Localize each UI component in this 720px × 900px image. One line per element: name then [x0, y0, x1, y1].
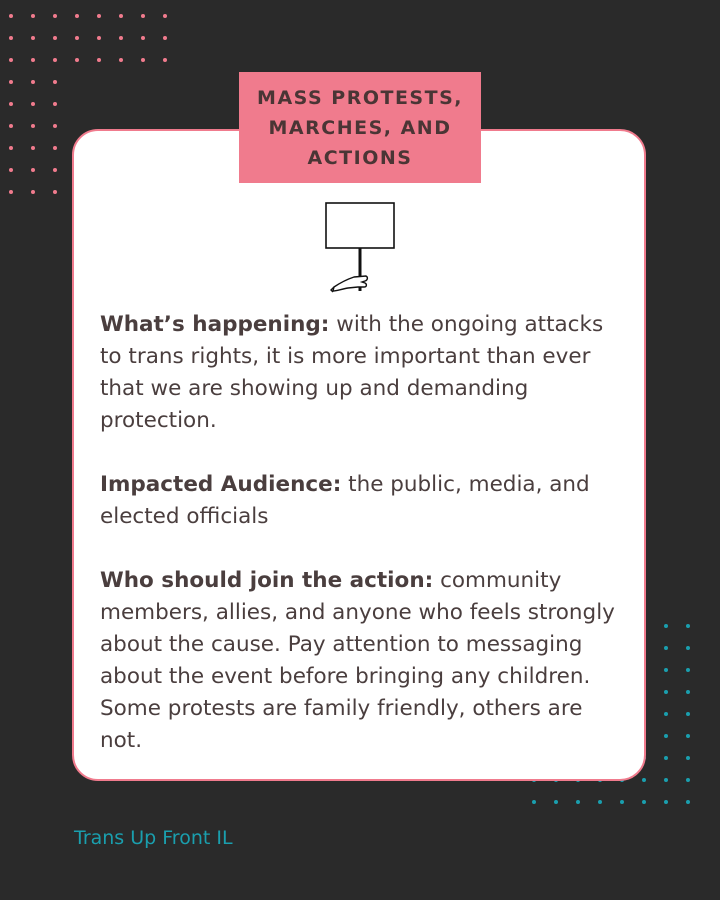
section-heading: Who should join the action:	[100, 568, 434, 593]
dot	[31, 190, 35, 194]
dot	[664, 712, 668, 716]
footer-brand: Trans Up Front IL	[74, 827, 233, 849]
dot	[664, 778, 668, 782]
section-whats-happening	[100, 309, 630, 437]
dot	[686, 756, 690, 760]
section-text: community members, allies, and anyone who feels strongly about the cause. Pay attention to messaging about the event before bringing any children. Some protests are family friendly, others are not.	[100, 568, 615, 753]
dot	[9, 168, 13, 172]
dot	[119, 58, 123, 62]
dot	[9, 58, 13, 62]
dot	[119, 14, 123, 18]
dot	[554, 800, 558, 804]
dot	[664, 800, 668, 804]
page-title: MASS PROTESTS, MARCHES, AND ACTIONS	[257, 86, 463, 169]
dot	[664, 690, 668, 694]
dot	[664, 646, 668, 650]
dot	[163, 58, 167, 62]
dot	[9, 146, 13, 150]
dot	[9, 36, 13, 40]
section-heading: What’s happening:	[100, 312, 330, 337]
dot	[53, 124, 57, 128]
dot	[31, 80, 35, 84]
dot	[75, 36, 79, 40]
dot	[686, 624, 690, 628]
dot	[53, 80, 57, 84]
dot	[9, 124, 13, 128]
dot	[576, 800, 580, 804]
dot	[9, 14, 13, 18]
dot	[31, 36, 35, 40]
dot	[141, 14, 145, 18]
dot	[141, 36, 145, 40]
dot	[664, 624, 668, 628]
dot	[31, 102, 35, 106]
section-impacted-audience	[100, 469, 630, 533]
dot	[9, 102, 13, 106]
dot	[664, 756, 668, 760]
dot	[664, 668, 668, 672]
dot	[53, 58, 57, 62]
dot	[642, 800, 646, 804]
dot	[31, 124, 35, 128]
dot	[97, 36, 101, 40]
dot	[97, 58, 101, 62]
dot	[53, 168, 57, 172]
dot	[119, 36, 123, 40]
dot	[31, 146, 35, 150]
section-heading: Impacted Audience:	[100, 472, 342, 497]
dot	[686, 668, 690, 672]
dot	[163, 36, 167, 40]
content-body	[100, 309, 630, 789]
dot	[97, 14, 101, 18]
dot	[53, 14, 57, 18]
dot	[9, 80, 13, 84]
dot	[620, 800, 624, 804]
dot	[686, 712, 690, 716]
dot	[686, 646, 690, 650]
dot	[75, 58, 79, 62]
dot	[53, 36, 57, 40]
dot	[75, 14, 79, 18]
section-text: the public, media, and elected officials	[100, 472, 590, 529]
dot	[141, 58, 145, 62]
dot	[31, 168, 35, 172]
dot	[598, 800, 602, 804]
dot	[532, 800, 536, 804]
dot	[163, 14, 167, 18]
dot	[664, 734, 668, 738]
title-banner	[239, 72, 481, 183]
dot	[686, 800, 690, 804]
hand-holding-sign-icon	[318, 197, 402, 297]
dot	[53, 146, 57, 150]
section-text: with the ongoing attacks to trans rights, it is more important than ever that we are showing up and demanding protection.	[100, 312, 604, 433]
dot	[31, 58, 35, 62]
dot	[9, 190, 13, 194]
dot	[53, 190, 57, 194]
dot	[31, 14, 35, 18]
dot	[686, 734, 690, 738]
section-who-should-join	[100, 565, 630, 757]
dot	[686, 690, 690, 694]
dot	[53, 102, 57, 106]
dot	[686, 778, 690, 782]
dot	[642, 778, 646, 782]
